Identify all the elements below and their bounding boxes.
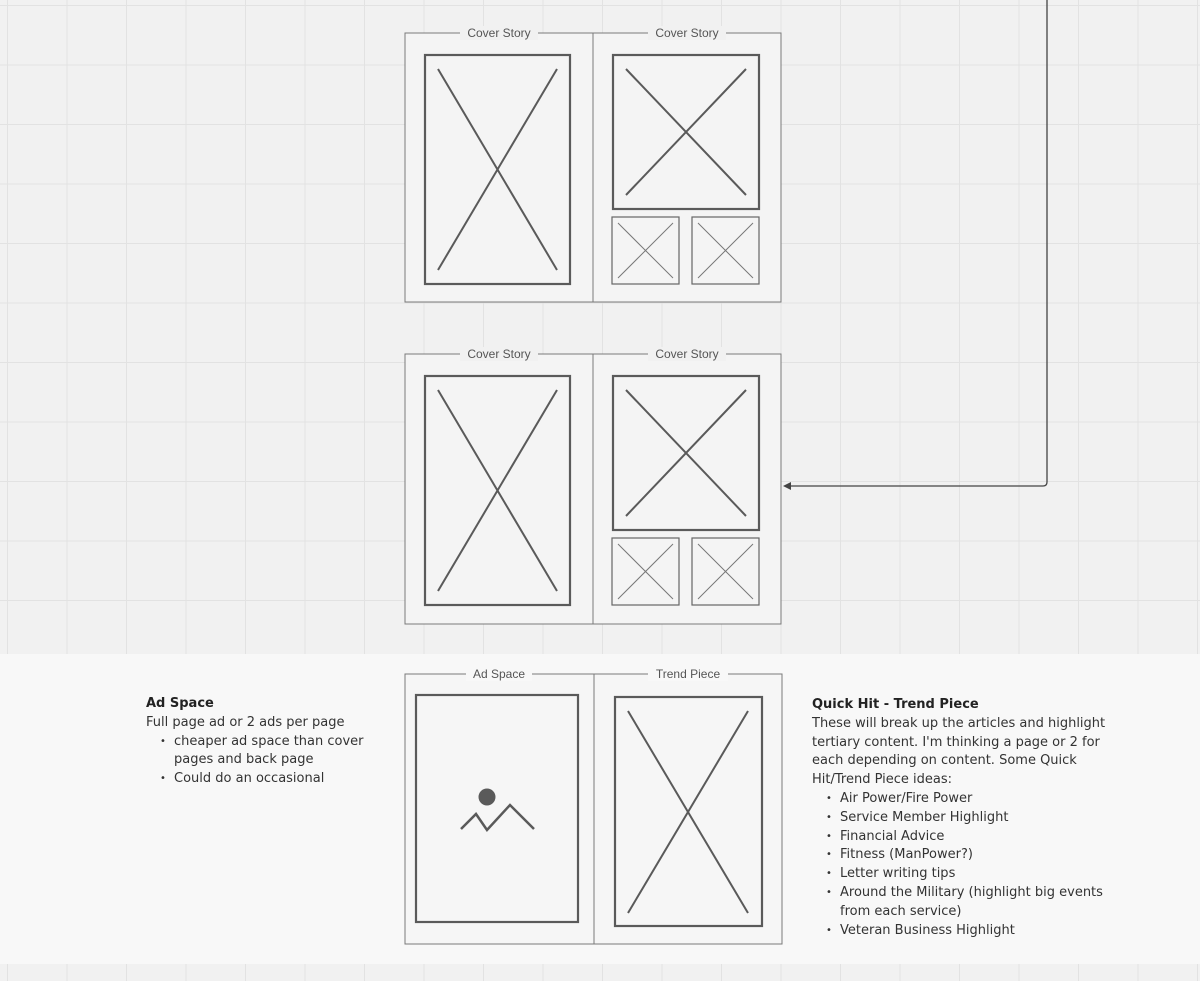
list-item: • Air Power/Fire Power: [840, 790, 1130, 809]
list-item: • Letter writing tips: [840, 865, 1130, 884]
quick-hit-note[interactable]: [812, 696, 1130, 940]
list-item: • Veteran Business Highlight: [840, 922, 1130, 941]
spread-3-left-title: Ad Space: [472, 667, 526, 681]
spread-2[interactable]: [405, 347, 781, 624]
ad-space-note[interactable]: [146, 695, 376, 789]
spread-1-left-title: Cover Story: [467, 26, 531, 40]
list-item: • Fitness (ManPower?): [840, 846, 1130, 865]
spread-3-right-title: Trend Piece: [655, 667, 721, 681]
list-item: • Service Member Highlight: [840, 809, 1130, 828]
spread-2-left-title: Cover Story: [467, 347, 531, 361]
spread-1[interactable]: [405, 26, 781, 302]
list-item: • Could do an occasional: [174, 770, 376, 789]
ad-space-note-title: Ad Space: [146, 696, 214, 711]
ad-space-note-list: [146, 733, 376, 789]
list-item: • cheaper ad space than cover pages and back page: [174, 733, 376, 771]
connector-arrow-icon[interactable]: [783, 0, 1047, 490]
spread-2-right-title: Cover Story: [655, 347, 719, 361]
spread-1-right-title: Cover Story: [655, 26, 719, 40]
quick-hit-note-text: These will break up the articles and highlight tertiary content. I'm thinking a page or 2 for each depending on content. Some Quick Hit/Trend Piece ideas:: [812, 715, 1106, 788]
quick-hit-note-title: Quick Hit - Trend Piece: [812, 697, 979, 712]
list-item: • Financial Advice: [840, 828, 1130, 847]
list-item: • Around the Military (highlight big events from each service): [840, 884, 1130, 922]
spread-3[interactable]: [405, 667, 782, 944]
quick-hit-note-list: [812, 790, 1130, 940]
ad-space-note-text: Full page ad or 2 ads per page: [146, 714, 345, 730]
